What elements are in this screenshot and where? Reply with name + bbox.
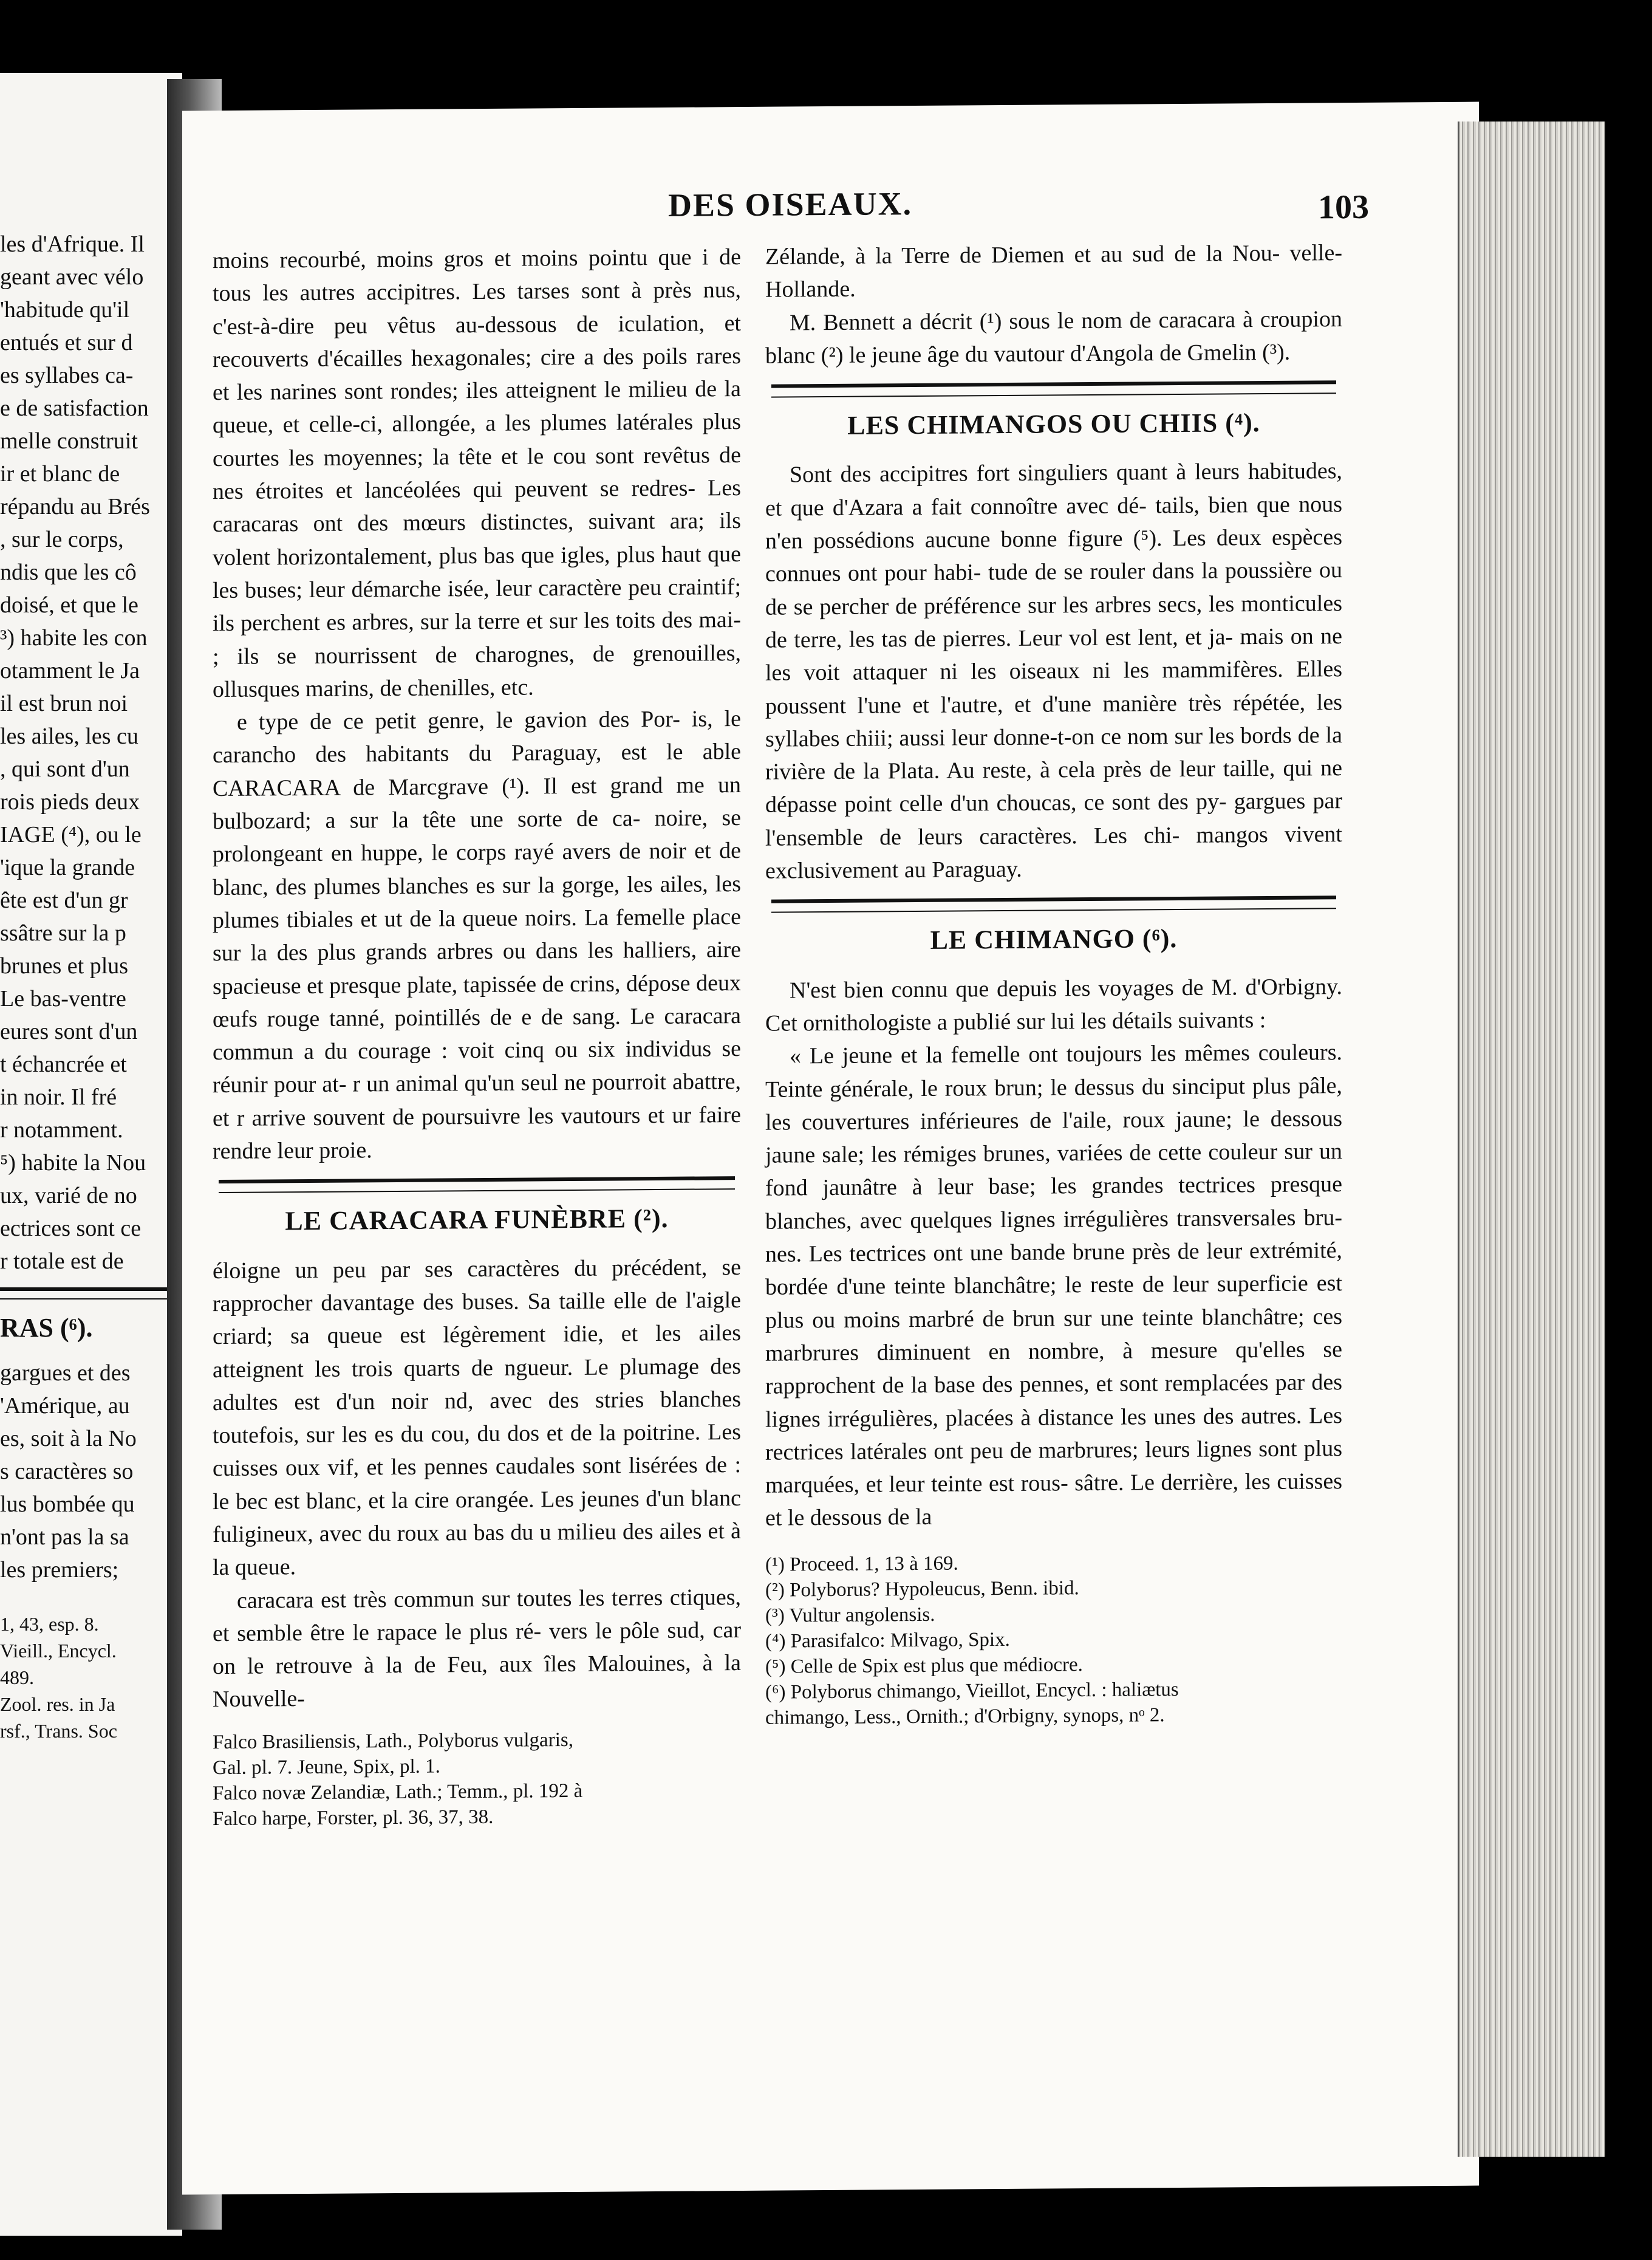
- book-page: [182, 102, 1479, 2195]
- paragraph: « Le jeune et la femelle ont toujours les mêmes couleurs. Teinte générale, le roux brun; le dessus du sinciput plus pâle, les couvertures inférieures de l'aile, roux jaune; le dessous jaune sale; les rémiges brunes, variées de cette couleur sur un fond jaunâtre à leur base; les grandes tectrices presque blanches, avec quelques lignes irrégulières transversales bru- nes. Les tectrices ont une bande brune près de leur extrémité, bordée d'une teinte blanchâtre; le reste de leur superficie est plus ou moins marbré de brun sur une teinte blanchâtre; ces marbrures diminuent en nombre, à mesure qu'elles se rapprochent de la base des pennes, et sont remplacées par des lignes irrégulières, placées à distance les unes des autres. Les rectrices latérales ont peu de marbrures; leurs lignes sont plus marquées, et leur teinte est rous- sâtre. Le derrière, les cuisses et le dessous de la: [765, 1039, 1342, 1532]
- left-line: melle construit: [0, 428, 138, 454]
- left-facing-page: [0, 73, 182, 2236]
- footnote: (¹) Proceed. 1, 13 à 169.: [765, 1552, 958, 1576]
- left-line: ndis que les cô: [0, 560, 137, 585]
- footnote: Zool. res. in Ja: [0, 1693, 115, 1715]
- footnote: 1, 43, esp. 8.: [0, 1613, 99, 1635]
- paragraph: M. Bennett a décrit (¹) sous le nom de caracara à croupion blanc (²) le jeune âge du vautour d'Angola de Gmelin (³).: [765, 306, 1342, 369]
- left-line: in noir. Il fré: [0, 1084, 117, 1110]
- paragraph: Zélande, à la Terre de Diemen et au sud de la Nou- velle-Hollande.: [765, 240, 1342, 303]
- running-title: DES OISEAUX.: [668, 185, 913, 224]
- footnote: Gal. pl. 7. Jeune, Spix, pl. 1.: [213, 1755, 440, 1779]
- left-line: , sur le corps,: [0, 527, 124, 552]
- footnote: (⁵) Celle de Spix est plus que médiocre.: [765, 1653, 1083, 1678]
- footnote: (⁶) Polyborus chimango, Vieillot, Encycl. : haliætus: [765, 1678, 1179, 1704]
- left-line: rois pieds deux: [0, 789, 140, 815]
- section-rule: [219, 1176, 735, 1193]
- left-line: gargues et des: [0, 1360, 131, 1386]
- footnote: Falco novæ Zelandiæ, Lath.; Temm., pl. 192 à: [213, 1779, 583, 1804]
- paragraph: éloigne un peu par ses caractères du précédent, se rapprocher davantage des buses. Sa taille elle de l'aigle criard; sa queue est légèrement idie, et les ailes atteignent les trois quarts de ngueur. Le plumage des adultes est d'un noir nd, avec des stries blanches toutefois, sur les es du cou, du dos et de la poitrine. Les cuisses oux vif, et les pennes caudales sont lisérées de : le bec est blanc, et la cire orangée. Les jeunes d'un blanc fuligineux, avec du roux au bas du u milieu des ailes et à la queue.: [213, 1254, 741, 1581]
- left-line: 'ique la grande: [0, 855, 135, 880]
- left-line: IAGE (⁴), ou le: [0, 822, 142, 848]
- left-line: il est brun noi: [0, 691, 128, 716]
- page-edges: [1458, 122, 1605, 2157]
- left-line: 'Amérique, au: [0, 1393, 130, 1419]
- footnote: Vieill., Encycl.: [0, 1640, 117, 1662]
- left-line: Le bas-ventre: [0, 986, 126, 1012]
- left-line: ir et blanc de: [0, 461, 120, 487]
- left-line: répandu au Brés: [0, 494, 150, 519]
- left-line: brunes et plus: [0, 953, 129, 979]
- right-column: [765, 236, 1342, 1730]
- paragraph: Sont des accipitres fort singuliers quant à leurs habitudes, et que d'Azara a fait connoître avec dé- tails, bien que nous n'en possédions aucune bonne figure (⁵). Les deux espèces connues ont pour habi- tude de se rouler dans la poussière ou de se percher de préférence sur les arbres secs, les monticules de terre, les tas de pierres. Leur vol est lent, et ja- mais on ne les voit attaquer ni les oiseaux ni les mammifères. Elles poussent l'une et l'autre, et d'une manière très répétée, les syllabes chiii; aussi leur donne-t-on ce nom sur les bords de la rivière de la Plata. Au reste, à cela près de leur taille, qui ne dépasse point celle d'un choucas, ce sont des py- gargues par l'ensemble de leurs caractères. Les chi- mangos vivent exclusivement au Paraguay.: [765, 458, 1342, 884]
- left-line: r totale est de: [0, 1248, 124, 1274]
- left-column: [213, 241, 741, 1832]
- left-line: les d'Afrique. Il: [0, 231, 145, 257]
- paragraph: N'est bien connu que depuis les voyages de M. d'Orbigny. Cet ornithologiste a publié sur lui les détails suivants :: [765, 973, 1342, 1036]
- footnote: (⁴) Parasifalco: Milvago, Spix.: [765, 1628, 1010, 1652]
- left-line: geant avec vélo: [0, 264, 144, 290]
- left-line: les ailes, les cu: [0, 724, 138, 749]
- left-line: ⁵) habite la Nou: [0, 1150, 146, 1176]
- footnotes: [765, 1548, 1342, 1731]
- left-page-text: [0, 228, 182, 1744]
- left-line: ête est d'un gr: [0, 888, 128, 913]
- left-line: eures sont d'un: [0, 1019, 138, 1044]
- page-number: 103: [1318, 188, 1369, 227]
- footnote: (³) Vultur angolensis.: [765, 1603, 935, 1627]
- section-rule: [771, 380, 1336, 397]
- left-line: es, soit à la No: [0, 1426, 137, 1451]
- footnote: Falco Brasiliensis, Lath., Polyborus vulgaris,: [213, 1728, 573, 1753]
- footnote: (²) Polyborus? Hypoleucus, Benn. ibid.: [765, 1577, 1079, 1601]
- left-line: t échancrée et: [0, 1052, 127, 1077]
- left-line: les premiers;: [0, 1557, 119, 1583]
- left-line: entués et sur d: [0, 330, 133, 355]
- section-rule: [771, 896, 1336, 913]
- footnote: 489.: [0, 1666, 34, 1688]
- paragraph: e type de ce petit genre, le gavion des Por- is, le carancho des habitants du Paraguay, est le able CARACARA de Marcgrave (¹). Il est grand me un bulbozard; a sur la tête une sorte de ca- noire, se prolongeant en huppe, le corps rayé avers de noir et de blanc, des plumes blanches es sur la gorge, les ailes, les plumes tibiales et ut de la queue noirs. La femelle place sur la des plus grands arbres ou dans les halliers, aire spacieuse et presque plate, tapissée de crins, dépose deux œufs rouge tanné, pointillés de e de sang. Le caracara commun a du courage : voit cinq ou six individus se réunir pour at- r un animal qu'un seul ne pourroit abattre, et r arrive souvent de poursuivre les vautours et ur faire rendre leur proie.: [213, 706, 741, 1165]
- left-line: lus bombée qu: [0, 1491, 135, 1517]
- page-header: [182, 181, 1479, 233]
- left-line: ectrices sont ce: [0, 1216, 142, 1241]
- left-line: ssâtre sur la p: [0, 920, 126, 946]
- left-line: ³) habite les con: [0, 625, 148, 651]
- section-heading: LE CARACARA FUNÈBRE (²).: [285, 1204, 669, 1236]
- section-heading: LE CHIMANGO (⁶).: [930, 923, 1178, 956]
- left-line: 'habitude qu'il: [0, 297, 130, 323]
- section-rule: [0, 1287, 176, 1300]
- left-line: otamment le Ja: [0, 658, 140, 683]
- section-heading: LES CHIMANGOS OU CHIIS (⁴).: [847, 408, 1260, 440]
- left-footnotes: [0, 1611, 182, 1744]
- footnotes: [213, 1726, 741, 1832]
- paragraph: moins recourbé, moins gros et moins pointu que i de tous les autres accipitres. Les tarses sont à près nus, c'est-à-dire peu vêtus au-dessous de iculation, et recouverts d'écailles hexagonales; cire a des poils rares et les narines sont rondes; iles atteignent le milieu de la queue, et celle-ci, allongée, a les plumes latérales plus courtes les moyennes; la tête et le cou sont revêtus de nes étroites et lancéolées qui peuvent se redres- Les caracaras ont des mœurs distinctes, suivant ara; ils volent horizontalement, plus bas que igles, plus haut que les buses; leur démarche isée, leur caractère peu craintif; ils perchent es arbres, sur la terre et sur les toits des mai- ; ils se nourrissent de charognes, de grenouilles, ollusques marins, de chenilles, etc.: [213, 244, 741, 702]
- left-line: s caractères so: [0, 1459, 134, 1484]
- left-line: n'ont pas la sa: [0, 1524, 129, 1550]
- left-line: r notamment.: [0, 1117, 123, 1143]
- left-section-heading: RAS (⁶).: [0, 1313, 93, 1343]
- left-line: e de satisfaction: [0, 396, 149, 421]
- paragraph: caracara est très commun sur toutes les terres ctiques, et semble être le rapace le plus ré- vers le pôle sud, car on le retrouve à la de Feu, aux îles Malouines, à la Nouvelle-: [213, 1584, 741, 1713]
- left-line: , qui sont d'un: [0, 756, 130, 782]
- footnote: rsf., Trans. Soc: [0, 1720, 117, 1742]
- left-line: es syllabes ca-: [0, 363, 134, 388]
- left-line: ux, varié de no: [0, 1183, 137, 1208]
- left-line: doisé, et que le: [0, 592, 138, 618]
- footnote: chimango, Less., Ornith.; d'Orbigny, synops, nᵒ 2.: [765, 1704, 1165, 1729]
- footnote: Falco harpe, Forster, pl. 36, 37, 38.: [213, 1806, 494, 1830]
